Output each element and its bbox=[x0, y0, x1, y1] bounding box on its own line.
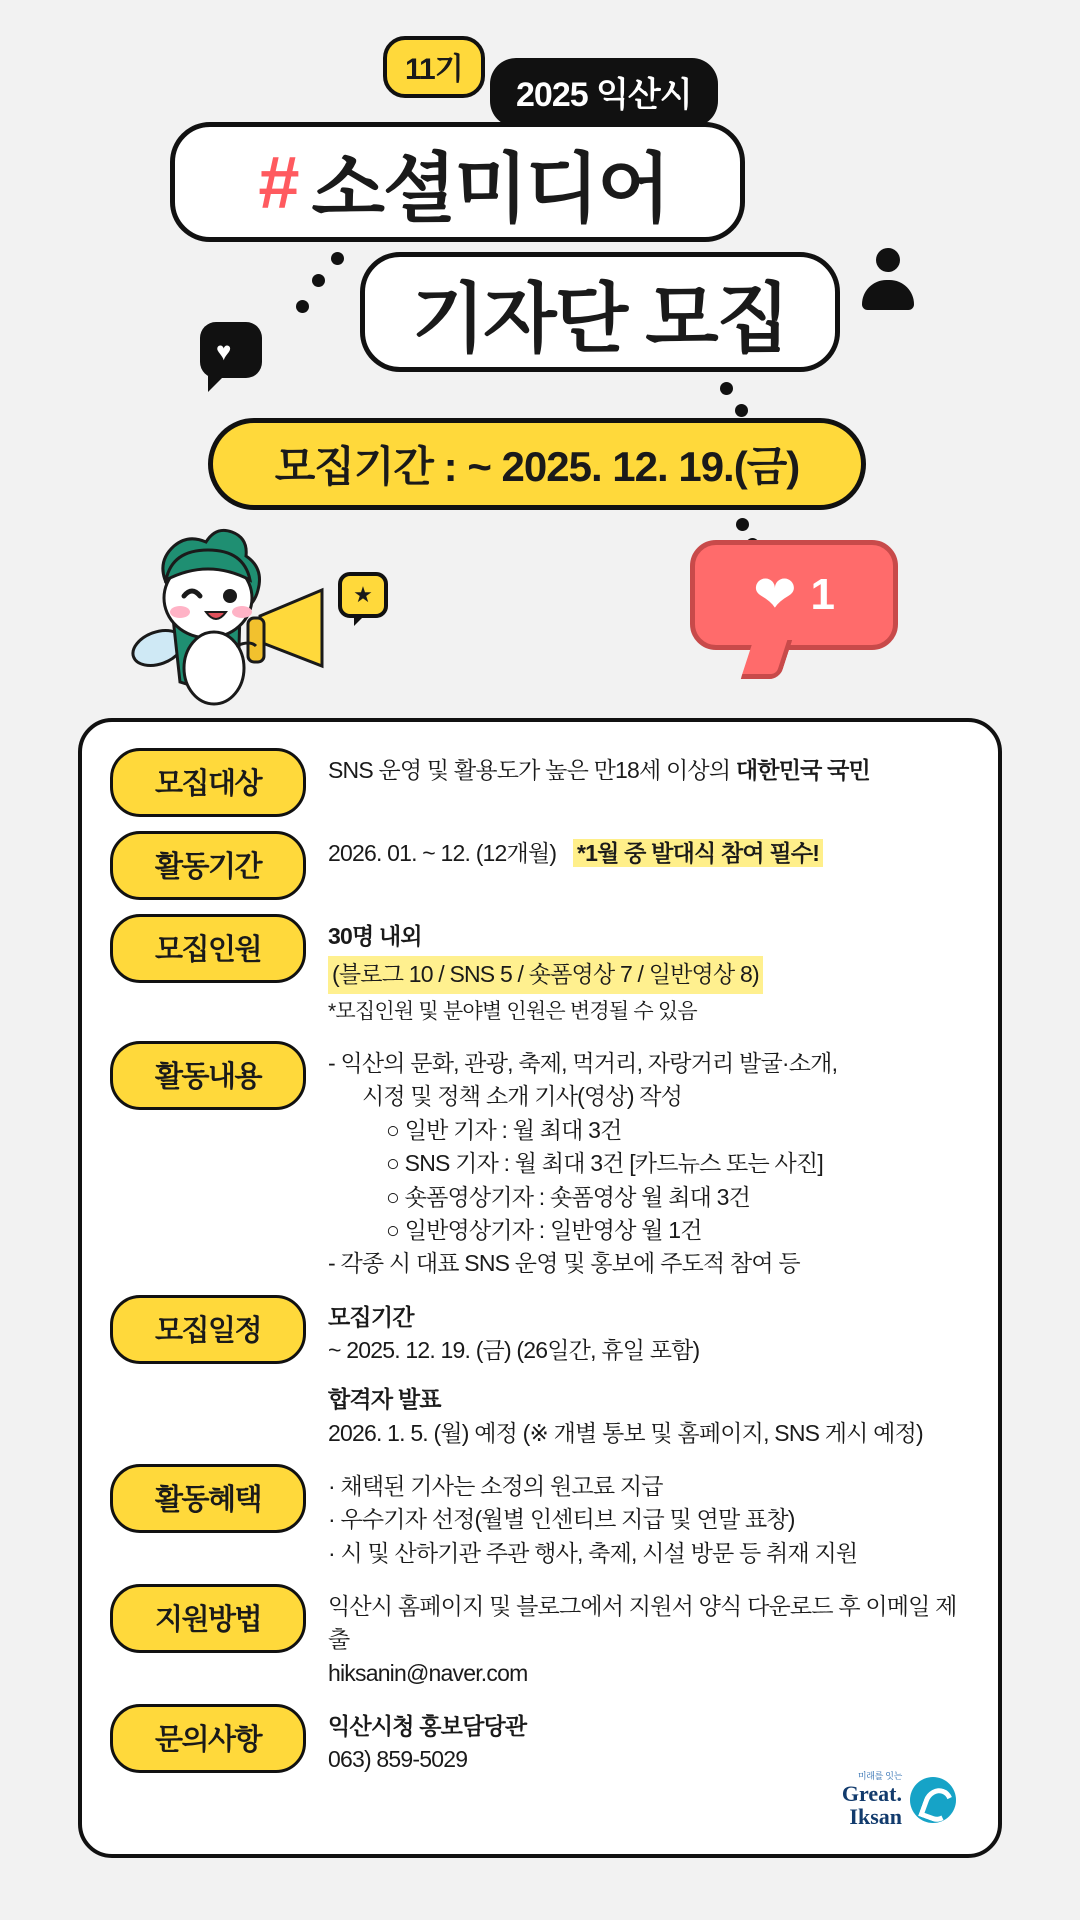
contact-dept: 익산시청 홍보담당관 bbox=[328, 1712, 527, 1739]
activity-period-note: *1월 중 발대식 참여 필수! bbox=[573, 839, 823, 867]
content-benefits bbox=[328, 1464, 970, 1570]
like-count: 1 bbox=[810, 570, 836, 619]
headcount-breakdown: (블로그 10 / SNS 5 / 숏폼영상 7 / 일반영상 8) bbox=[328, 956, 763, 993]
content-schedule bbox=[328, 1295, 970, 1450]
mascot-illustration bbox=[110, 520, 410, 720]
row-how-to-apply bbox=[110, 1584, 970, 1690]
schedule-text-1: ~ 2025. 12. 19. (금) (26일간, 휴일 포함) bbox=[328, 1336, 700, 1363]
like-bubble bbox=[690, 540, 898, 650]
activity-period-text: 2026. 01. ~ 12. (12개월) bbox=[328, 840, 557, 866]
tag-contact: 문의사항 bbox=[110, 1704, 306, 1773]
activities-line-6: ○ 일반영상기자 : 일반영상 월 1건 bbox=[386, 1216, 702, 1243]
title-line-2-text: 기자단 모집 bbox=[411, 276, 789, 362]
activities-line-7: - 각종 시 대표 SNS 운영 및 홍보에 주도적 참여 등 bbox=[328, 1250, 800, 1277]
activities-line-5: ○ 숏폼영상기자 : 숏폼영상 월 최대 3건 bbox=[386, 1183, 751, 1210]
title-line-1-text: 소셜미디어 bbox=[311, 146, 669, 232]
logo-tagline: 미래를 잇는 bbox=[857, 1771, 902, 1782]
activities-line-4: ○ SNS 기자 : 월 최대 3건 [카드뉴스 또는 사진] bbox=[386, 1150, 823, 1177]
apply-email[interactable]: hiksanin@naver.com bbox=[328, 1659, 528, 1686]
row-activities bbox=[110, 1041, 970, 1280]
content-target bbox=[328, 748, 970, 787]
details-card bbox=[78, 718, 1002, 1858]
connector-dot bbox=[312, 274, 325, 287]
logo-line-1: Great. bbox=[841, 1780, 902, 1806]
activities-line-3: ○ 일반 기자 : 월 최대 3건 bbox=[386, 1116, 622, 1143]
logo-line-2: Iksan bbox=[849, 1803, 902, 1829]
title-line-1 bbox=[170, 122, 745, 242]
row-activity-period bbox=[110, 831, 970, 900]
hash-icon: # bbox=[258, 140, 298, 224]
apply-text: 익산시 홈페이지 및 블로그에서 지원서 양식 다운로드 후 이메일 제출 bbox=[328, 1592, 957, 1653]
content-activity-period bbox=[328, 831, 970, 870]
schedule-text-2: 2026. 1. 5. (월) 예정 (※ 개별 통보 및 홈페이지, SNS 게시 예정) bbox=[328, 1419, 923, 1446]
row-benefits bbox=[110, 1464, 970, 1570]
person-icon bbox=[860, 248, 916, 310]
tag-headcount: 모집인원 bbox=[110, 914, 306, 983]
benefit-1: · 채택된 기사는 소정의 원고료 지급 bbox=[328, 1472, 663, 1499]
connector-dot bbox=[736, 518, 749, 531]
content-headcount bbox=[328, 914, 970, 1027]
iksan-logo-icon bbox=[910, 1777, 956, 1823]
tag-activities: 활동내용 bbox=[110, 1041, 306, 1110]
heart-icon: ❤ bbox=[752, 566, 797, 624]
comment-heart-icon: ♥ bbox=[200, 322, 262, 378]
connector-dot bbox=[296, 300, 309, 313]
tag-schedule: 모집일정 bbox=[110, 1295, 306, 1364]
benefit-3: · 시 및 산하기관 주관 행사, 축제, 시설 방문 등 취재 지원 bbox=[328, 1539, 858, 1566]
row-target bbox=[110, 748, 970, 817]
connector-dot bbox=[735, 404, 748, 417]
content-activities bbox=[328, 1041, 970, 1280]
iksan-logo bbox=[842, 1772, 956, 1828]
activities-line-2: 시정 및 정책 소개 기사(영상) 작성 bbox=[362, 1083, 683, 1110]
content-contact bbox=[328, 1704, 970, 1777]
target-text: SNS 운영 및 활용도가 높은 만18세 이상의 bbox=[328, 757, 736, 783]
target-text-bold: 대한민국 국민 bbox=[735, 757, 870, 783]
contact-phone: 063) 859-5029 bbox=[328, 1746, 468, 1773]
tag-benefits: 활동혜택 bbox=[110, 1464, 306, 1533]
row-schedule bbox=[110, 1295, 970, 1450]
year-badge: 2025 익산시 bbox=[490, 58, 718, 127]
row-headcount bbox=[110, 914, 970, 1027]
headcount-note: *모집인원 및 분야별 인원은 변경될 수 있음 bbox=[328, 999, 697, 1023]
tag-how-to-apply: 지원방법 bbox=[110, 1584, 306, 1653]
schedule-heading-1: 모집기간 bbox=[328, 1303, 414, 1330]
row-contact bbox=[110, 1704, 970, 1777]
star-icon: ★ bbox=[338, 572, 388, 618]
connector-dot bbox=[720, 382, 733, 395]
headcount-total: 30명 내외 bbox=[328, 923, 422, 949]
recruit-period-banner: 모집기간 : ~ 2025. 12. 19.(금) bbox=[208, 418, 866, 510]
title-line-2 bbox=[360, 252, 840, 372]
content-how-to-apply bbox=[328, 1584, 970, 1690]
tag-activity-period: 활동기간 bbox=[110, 831, 306, 900]
generation-badge: 11기 bbox=[383, 36, 485, 98]
benefit-2: · 우수기자 선정(월별 인센티브 지급 및 연말 표창) bbox=[328, 1506, 795, 1533]
schedule-heading-2: 합격자 발표 bbox=[328, 1386, 441, 1413]
connector-dot bbox=[331, 252, 344, 265]
activities-line-1: - 익산의 문화, 관광, 축제, 먹거리, 자랑거리 발굴·소개, bbox=[328, 1050, 838, 1077]
tag-target: 모집대상 bbox=[110, 748, 306, 817]
poster-header bbox=[0, 0, 1080, 720]
